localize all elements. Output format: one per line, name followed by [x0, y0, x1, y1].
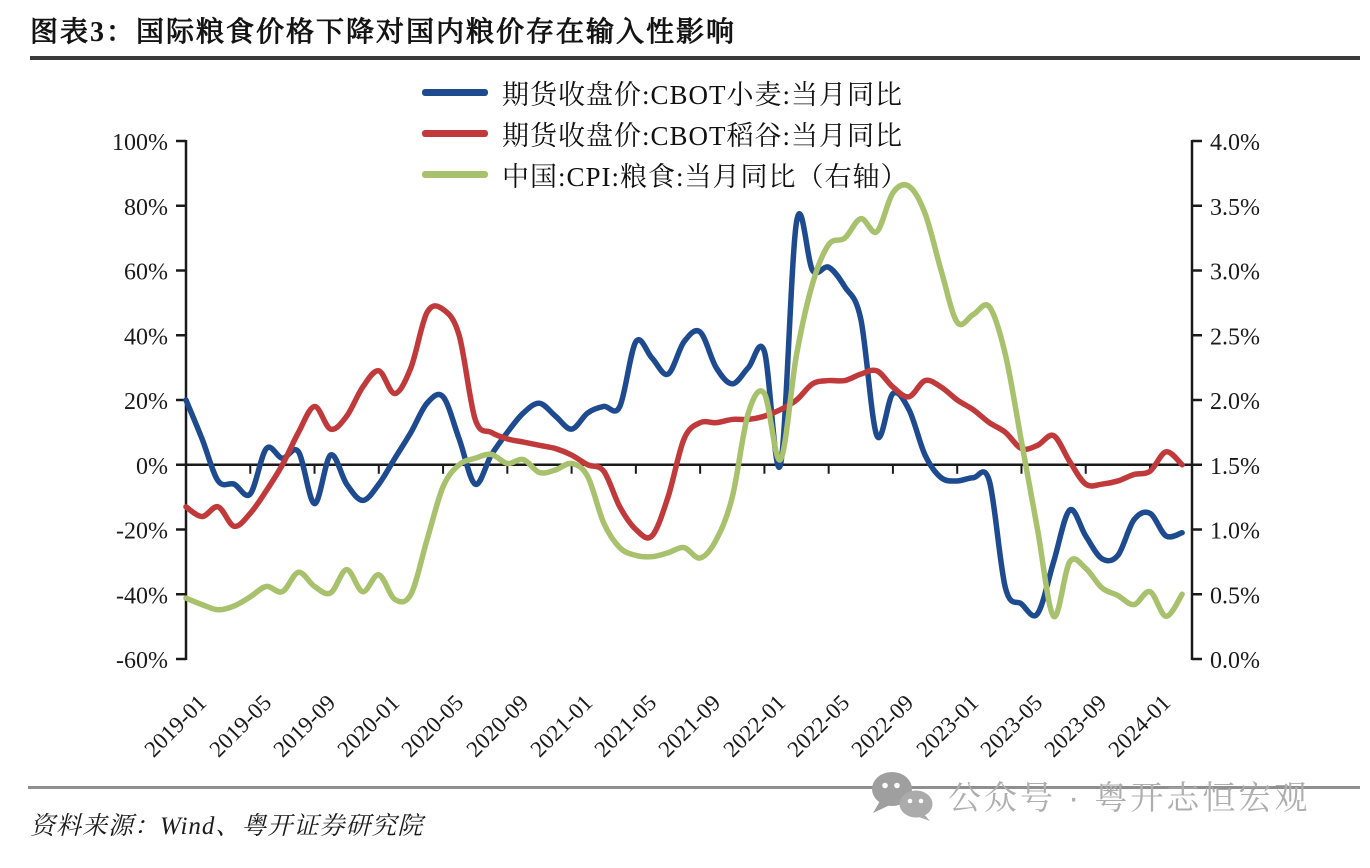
left-axis-tick-label: 100%	[112, 130, 168, 156]
x-axis-label: 2023-09	[1039, 690, 1112, 762]
x-axis-label: 2020-05	[396, 690, 469, 762]
legend-label-wheat: 期货收盘价:CBOT小麦:当月同比	[502, 80, 904, 110]
right-axis-tick-label: 2.5%	[1210, 324, 1260, 351]
x-axis-label: 2023-01	[910, 690, 983, 762]
left-axis-tick-label: 20%	[124, 389, 168, 415]
right-axis-tick-label: 0.0%	[1210, 648, 1260, 674]
cpi-line	[186, 185, 1182, 617]
left-axis-tick-label: -20%	[116, 518, 168, 545]
right-axis-tick-label: 1.5%	[1210, 453, 1260, 480]
right-axis-tick-label: 3.5%	[1210, 194, 1260, 221]
left-axis-tick-label: -40%	[116, 583, 168, 610]
x-axis-label: 2022-05	[782, 690, 855, 762]
x-axis-label: 2019-01	[139, 690, 212, 762]
watermark-text: 公众号 · 粤开志恒宏观	[948, 778, 1311, 816]
x-axis-label: 2021-05	[589, 690, 662, 762]
right-axis-tick-label: 3.0%	[1210, 259, 1260, 286]
x-axis-label: 2019-05	[204, 690, 276, 762]
x-axis-label: 2024-01	[1103, 690, 1176, 762]
source-note: 资料来源：Wind、粤开证券研究院	[30, 813, 424, 840]
left-axis-tick-label: 40%	[124, 324, 168, 351]
legend-label-rice: 期货收盘价:CBOT稻谷:当月同比	[502, 121, 904, 151]
x-axis-label: 2022-01	[718, 690, 791, 762]
x-axis-label: 2021-09	[653, 690, 726, 762]
x-axis-label: 2023-05	[975, 690, 1048, 762]
x-axis-label: 2022-09	[846, 690, 919, 762]
right-axis-tick-label: 4.0%	[1210, 130, 1260, 156]
legend-label-cpi: 中国:CPI:粮食:当月同比（右轴）	[502, 162, 909, 192]
x-axis-label: 2019-09	[268, 690, 341, 762]
left-axis-tick-label: 0%	[136, 453, 168, 480]
x-axis-label: 2021-01	[525, 690, 598, 762]
watermark	[866, 768, 1310, 822]
left-axis-tick-label: 60%	[124, 259, 168, 286]
right-axis-tick-label: 1.0%	[1210, 518, 1260, 545]
wechat-icon	[866, 768, 938, 822]
chart-title: 图表3：国际粮食价格下降对国内粮价存在输入性影响	[30, 17, 737, 48]
x-axis-label: 2020-09	[461, 690, 534, 762]
x-axis-label: 2020-01	[332, 690, 405, 762]
right-axis-tick-label: 0.5%	[1210, 583, 1260, 610]
left-axis-tick-label: -60%	[116, 648, 168, 674]
left-axis-tick-label: 80%	[124, 194, 168, 221]
right-axis-tick-label: 2.0%	[1210, 389, 1260, 415]
wheat-line	[186, 214, 1182, 616]
